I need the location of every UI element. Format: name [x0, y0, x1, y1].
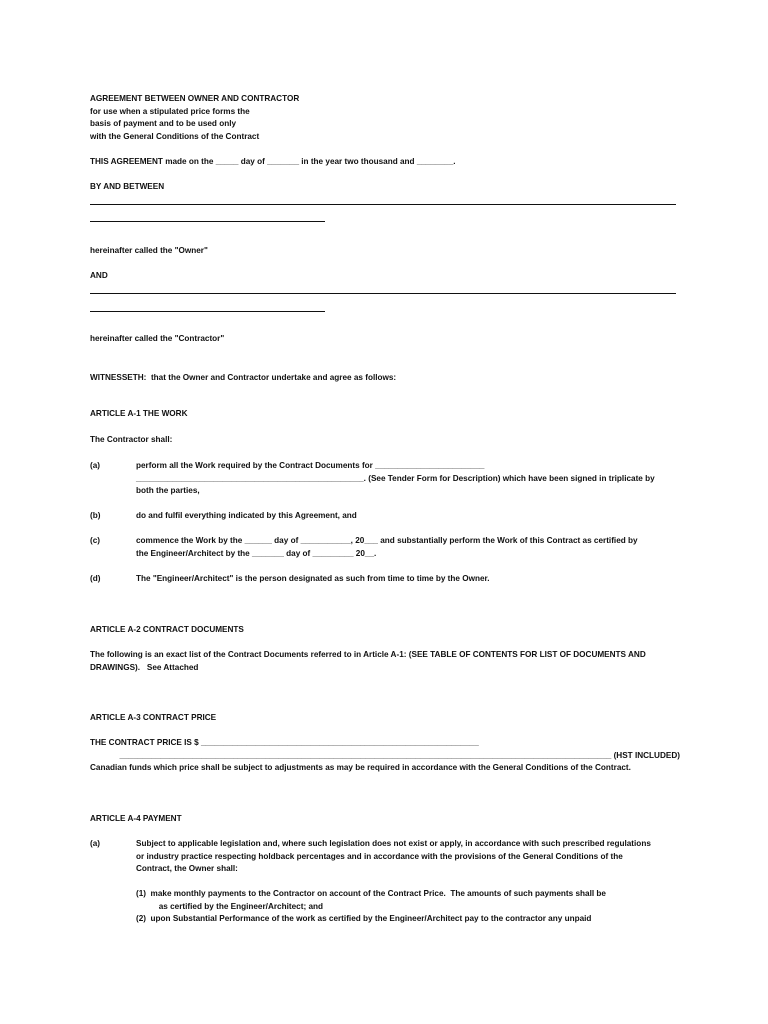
item-b-label: (b) [90, 511, 101, 520]
article-a1-intro: The Contractor shall: [90, 435, 173, 444]
article-a2-heading: ARTICLE A-2 CONTRACT DOCUMENTS [90, 625, 244, 634]
owner-name-line-1 [90, 204, 676, 205]
hst-line: ____________________________________________________________________________________________________________ (HST INCLUDED) [119, 751, 680, 760]
article-a1-heading: ARTICLE A-1 THE WORK [90, 409, 188, 418]
contractor-name-line-1 [90, 293, 676, 294]
item-b-text: do and fulfil everything indicated by this Agreement, and [136, 511, 357, 520]
article-a4-heading: ARTICLE A-4 PAYMENT [90, 814, 182, 823]
payment-item-a-label: (a) [90, 839, 101, 848]
agreement-date-line: THIS AGREEMENT made on the _____ day of _______ in the year two thousand and ________. [90, 157, 456, 166]
owner-designation: hereinafter called the "Owner" [90, 246, 208, 255]
contract-price-line: THE CONTRACT PRICE IS $ _____________________________________________________________ [90, 738, 479, 747]
subtitle-line-3: with the General Conditions of the Contract [90, 132, 260, 141]
payment-item-a-text: Subject to applicable legislation and, where such legislation does not exist or apply, in accordance with such prescribed regulations or industry practice respecting holdback percentages and in accordance with the provisions of the General Conditions of the Contract, the Owner shall: [136, 839, 651, 874]
contractor-designation: hereinafter called the "Contractor" [90, 334, 225, 343]
by-and-between-label: BY AND BETWEEN [90, 182, 165, 191]
item-c-text: commence the Work by the ______ day of ___________, 20___ and substantially perform the Work of this Contract as certified by the Engineer/Architect by the _______ day of _________ 20__. [136, 536, 638, 558]
article-a2-text: The following is an exact list of the Contract Documents referred to in Article A-1: (SEE TABLE OF CONTENTS FOR LIST OF DOCUMENTS AND DRAWINGS). See Attached [90, 650, 646, 672]
article-a3-heading: ARTICLE A-3 CONTRACT PRICE [90, 713, 217, 722]
owner-name-line-2 [90, 221, 325, 222]
agreement-title: AGREEMENT BETWEEN OWNER AND CONTRACTOR [90, 94, 300, 103]
item-a-text: perform all the Work required by the Contract Documents for ________________________ __________________________________________________. (See Tender Form for Description) which have been signed in triplicate by both the parties, [136, 461, 655, 496]
subtitle-line-1: for use when a stipulated price forms the [90, 107, 250, 116]
item-d-text: The "Engineer/Architect" is the person designated as such from time to time by the Owner. [136, 574, 490, 583]
and-label: AND [90, 271, 108, 280]
item-c-label: (c) [90, 536, 101, 545]
canadian-funds-line: Canadian funds which price shall be subject to adjustments as may be required in accordance with the General Conditions of the Contract. [90, 763, 631, 772]
contractor-name-line-2 [90, 311, 325, 312]
witnesseth-statement: WITNESSETH: that the Owner and Contractor undertake and agree as follows: [90, 373, 397, 382]
payment-subitem-2: (2) upon Substantial Performance of the work as certified by the Engineer/Architect pay to the contractor any unpaid [136, 914, 592, 923]
payment-subitem-1: (1) make monthly payments to the Contractor on account of the Contract Price. The amounts of such payments shall be as certified by the Engineer/Architect; and [136, 889, 606, 911]
subtitle-line-2: basis of payment and to be used only [90, 119, 237, 128]
item-a-label: (a) [90, 461, 101, 470]
item-d-label: (d) [90, 574, 101, 583]
